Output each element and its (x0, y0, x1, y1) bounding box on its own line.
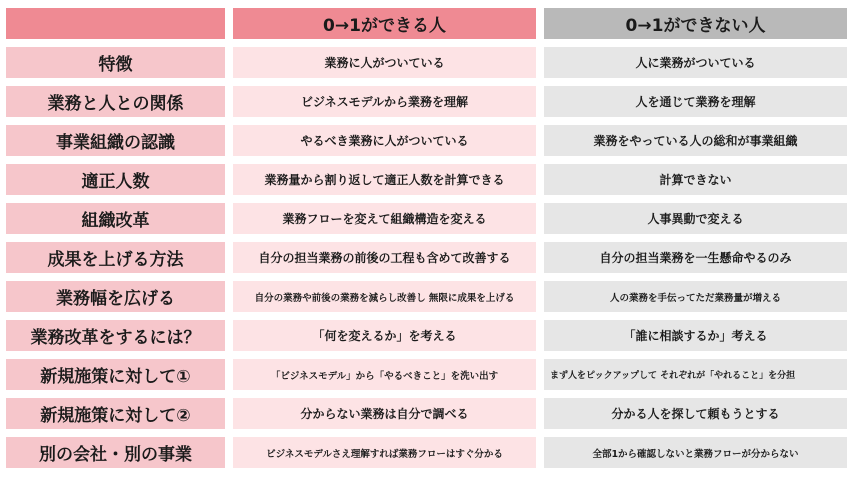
row-cannot-cell: 自分の担当業務を一生懸命やるのみ (544, 242, 847, 273)
row-can-cell: 「ビジネスモデル」から「やるべきこと」を洗い出す (233, 359, 536, 390)
row-cannot-cell: 業務をやっている人の総和が事業組織 (544, 125, 847, 156)
row-cannot-cell: 「誰に相談するか」考える (544, 320, 847, 351)
row-label: 新規施策に対して② (6, 398, 225, 429)
header-can: 0→1ができる人 (233, 8, 536, 39)
row-can-cell: 業務に人がついている (233, 47, 536, 78)
row-cannot-cell: 人に業務がついている (544, 47, 847, 78)
row-cannot-cell: 計算できない (544, 164, 847, 195)
row-label: 特徴 (6, 47, 225, 78)
row-label: 事業組織の認識 (6, 125, 225, 156)
row-label: 業務改革をするには？ (6, 320, 225, 351)
row-can-cell: 業務フローを変えて組織構造を変える (233, 203, 536, 234)
row-can-cell: 「何を変えるか」を考える (233, 320, 536, 351)
row-can-cell: やるべき業務に人がついている (233, 125, 536, 156)
row-label: 業務幅を広げる (6, 281, 225, 312)
row-label: 業務と人との関係 (6, 86, 225, 117)
row-cannot-cell: 分かる人を探して頼もうとする (544, 398, 847, 429)
row-cannot-cell: 人の業務を手伝ってただ業務量が増える (544, 281, 847, 312)
row-label: 成果を上げる方法 (6, 242, 225, 273)
row-label: 新規施策に対して① (6, 359, 225, 390)
row-can-cell: 分からない業務は自分で調べる (233, 398, 536, 429)
header-cannot: 0→1ができない人 (544, 8, 847, 39)
row-can-cell: ビジネスモデルから業務を理解 (233, 86, 536, 117)
row-label: 適正人数 (6, 164, 225, 195)
row-can-cell: 自分の担当業務の前後の工程も含めて改善する (233, 242, 536, 273)
row-can-cell: 自分の業務や前後の業務を減らし改善し 無限に成果を上げる (233, 281, 536, 312)
row-can-cell: 業務量から割り返して適正人数を計算できる (233, 164, 536, 195)
row-cannot-cell: 人を通じて業務を理解 (544, 86, 847, 117)
row-can-cell: ビジネスモデルさえ理解すれば業務フローはすぐ分かる (233, 437, 536, 468)
row-cannot-cell: 全部1から確認しないと業務フローが分からない (544, 437, 847, 468)
row-label: 組織改革 (6, 203, 225, 234)
row-cannot-cell: まず人をピックアップして それぞれが「やれること」を分担 (544, 359, 847, 390)
row-cannot-cell: 人事異動で変える (544, 203, 847, 234)
header-blank-cell (6, 8, 225, 39)
row-label: 別の会社・別の事業 (6, 437, 225, 468)
